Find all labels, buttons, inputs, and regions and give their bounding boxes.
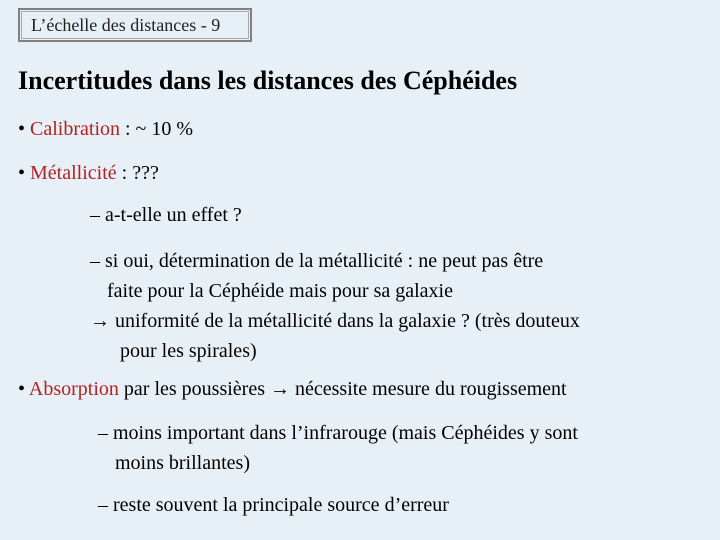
bullet-keyword-metallicite: Métallicité (30, 162, 117, 184)
subitem-line: – reste souvent la principale source d’erreur (98, 494, 449, 516)
subitem-effet (90, 200, 242, 230)
subitem-line: pour les spirales) (120, 340, 257, 362)
subitem-source-erreur (98, 490, 449, 520)
subitem-line: moins brillantes) (115, 452, 250, 474)
bullet-text: : ~ 10 % (120, 118, 194, 140)
bullet-text: par les poussières → nécessite mesure du rougissement (118, 378, 567, 400)
bullet-keyword-calibration: Calibration (30, 118, 120, 140)
subitem-line: faite pour la Céphéide mais pour sa galaxie (107, 280, 453, 302)
subitem-determination (90, 246, 580, 366)
slide-title: Incertitudes dans les distances des Céphéides (18, 66, 518, 95)
bullet-absorption (18, 378, 567, 401)
bullet-calibration (18, 118, 193, 141)
bullet-keyword-absorption: Absorption (28, 378, 119, 400)
subitem-line: – moins important dans l’infrarouge (mais Céphéides y sont (98, 422, 578, 444)
bullet-marker: • (18, 162, 26, 184)
subitem-infrarouge (98, 418, 578, 478)
subitem-line: → uniformité de la métallicité dans la galaxie ? (très douteux (90, 310, 580, 332)
slide-number-box (18, 8, 252, 42)
bullet-marker: • (18, 378, 26, 400)
subitem-line: – a-t-elle un effet ? (90, 204, 242, 226)
bullet-metallicite (18, 162, 159, 185)
subitem-line: – si oui, détermination de la métallicité : ne peut pas être (90, 250, 544, 272)
bullet-text: : ??? (116, 162, 159, 184)
slide-number-label: L’échelle des distances - 9 (21, 11, 249, 39)
bullet-marker: • (18, 118, 26, 140)
